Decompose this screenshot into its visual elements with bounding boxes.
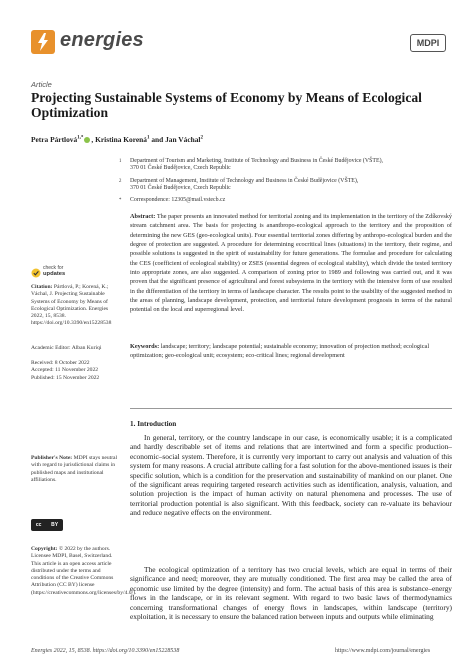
keywords-label: Keywords: xyxy=(130,343,160,350)
affiliation-line: 370 01 České Budějovice, Czech Republic xyxy=(130,185,231,192)
cc-by-license-badge[interactable] xyxy=(31,519,63,531)
orcid-icon[interactable] xyxy=(84,137,90,143)
author-superscript: 1 xyxy=(146,135,150,141)
author-name[interactable]: Jan Váchal xyxy=(165,135,201,144)
affiliation-number: 2 xyxy=(119,179,122,184)
affiliation-number: 1 xyxy=(119,159,122,164)
abstract-text: The paper presents an innovated method for territorial zoning and its implementation in the territory of the Zdíkovský stream catchment area. The basis for projecting is anantbropo-ecological approach to the territory and the proposition of determining the new GES (geo-ecological units). Four essential territorial zones differing by anthropo-ecological burden and the degree of protection are suggested. A procedure for determining ecocritical lines (situations) in the territory, their regime, and possible solutions is suggested in the spirit of sustainability for future generations. The formulae and procedure for calculating the CES (coefficient of ecological stability) or ZSES (essential degrees of ecological stability), which divide the tested territory into appropriate zones, are also suggested. A comparison of zoning prior to 1989 and following was carried out, and it was proven that the significant presence of agricultural and forest subsystems in the territory with the intensive form of use resulted in the differentiation of the territory in terms of landscape character. The results point to the usability of the suggested method in the areas of planning, landscape development, protection, and territorial future development prognosis in terms of the natural potential on the local and superregional level. xyxy=(130,213,453,314)
copyright-label: Copyright: xyxy=(31,546,58,552)
intro-paragraph-2: The ecological optimization of a territory has two crucial levels, which are equal in terms of their significance and need; moreover, they are mutually conditioned. The first area may be called the area of economic use limited by the degree (intensity) and form. The actual basis of this area is substance–energy flows in the landscape, or in its relevant segment. With regard to two basic laws of thermodynamics concerning transformational changes of energy flows in landscapes, within landscape (territory) exploitation, it is necessary to ensure the balanced ration between inputs and outputs while eliminating xyxy=(130,565,452,622)
citation-text[interactable]: Pártlová, P.; Korená, K.; Váchal, J. Projecting Sustainable Systems of Economy by Means of Ecological Optimization. Energies 2022, 15, 8538. https://doi.org/10.3390/en15228538 xyxy=(31,284,112,327)
author-name[interactable]: Petra Pártlová xyxy=(31,135,78,144)
journal-name[interactable]: energies xyxy=(60,29,144,51)
publisher-note-text: MDPI stays neutral with regard to jurisdictional claims in published maps and institutional affiliations. xyxy=(31,455,118,483)
published-date: Published: 15 November 2022 xyxy=(31,374,100,381)
author-separator: , xyxy=(91,135,94,144)
correspondence-email[interactable]: Correspondence: 12305@mail.vstecb.cz xyxy=(130,197,226,203)
publisher-note xyxy=(31,455,121,484)
academic-editor: Academic Editor: Alban Kuriqi xyxy=(31,345,102,351)
abstract-label: Abstract: xyxy=(130,213,156,220)
check-updates-line: check for xyxy=(43,265,64,271)
affiliation-line: Department of Tourism and Marketing, Institute of Technology and Business in České Budějovice (VŠTE), xyxy=(130,158,384,164)
correspondence xyxy=(119,197,460,204)
copyright-text: © 2022 by the authors. Licensee MDPI, Basel, Switzerland. This article is an open access article distributed under the terms and conditions of the Creative Commons Attribution (CC BY) license (https://creativecommons.org/licenses/by/4.0/). xyxy=(31,546,137,596)
affiliation-number: * xyxy=(119,198,122,203)
section-divider xyxy=(130,408,452,409)
accepted-date: Accepted: 11 November 2022 xyxy=(31,367,99,374)
by-icon: BY xyxy=(51,522,59,528)
section-heading: 1. Introduction xyxy=(130,420,177,428)
author-separator: and xyxy=(151,135,164,144)
footer-citation[interactable]: Energies 2022, 15, 8538. https://doi.org/10.3390/en15228538 xyxy=(31,648,180,654)
intro-paragraph-1: In general, territory, or the country landscape in our case, is economically usable; it is a complicated and hardly describable set of items and relations that are intertwined and form a specific production–economic–social system. Therefore, it is currently very important to carry out analysis and valuation of this system for many reasons. A crucial attribute calling for a fast solution for the above-mentioned issues is their specific solution, which is a condition for the preservation and sustainability of mankind on our planet. One of the significant areas requiring targeted research activities such as identification, analysis, valuation, and solution projection is the impact of human activity on natural phenomena and processes. The use of territorial production potential is also significant. With this feedback, society can re-valuate its behaviour and reduce negative effects on the environment. xyxy=(130,433,452,518)
dates-block xyxy=(31,360,121,382)
affiliation-1 xyxy=(119,158,460,173)
check-for-updates-icon[interactable] xyxy=(31,266,41,278)
mdpi-logo[interactable]: MDPI xyxy=(410,34,446,52)
received-date: Received: 8 October 2022 xyxy=(31,360,90,366)
footer-journal-link[interactable]: https://www.mdpi.com/journal/energies xyxy=(335,648,431,654)
affiliation-2 xyxy=(119,178,460,193)
author-list xyxy=(31,135,451,144)
paper-title: Projecting Sustainable Systems of Economy by Means of Ecological Optimization xyxy=(31,90,422,120)
affiliation-line: Department of Management, Institute of Technology and Business in České Budějovice (VŠTE), xyxy=(130,178,359,184)
author-superscript: 1,* xyxy=(77,135,84,141)
citation-label: Citation: xyxy=(31,284,53,290)
citation-block xyxy=(31,284,121,328)
author-superscript: 2 xyxy=(200,135,203,141)
publisher-note-label: Publisher's Note: xyxy=(31,455,73,461)
check-for-updates-button[interactable] xyxy=(43,266,65,277)
check-updates-line-bold: updates xyxy=(43,270,66,277)
article-type: Article xyxy=(31,80,52,89)
keywords xyxy=(130,342,452,361)
affiliation-line: 370 01 České Budějovice, Czech Republic xyxy=(130,165,231,172)
copyright-block xyxy=(31,546,137,597)
cc-icon: cc xyxy=(35,522,42,528)
author-name[interactable]: Kristina Korená xyxy=(95,135,147,144)
abstract xyxy=(130,212,452,315)
energies-logo-icon xyxy=(31,30,55,54)
keywords-text: landscape; territory; landscape potential; sustainable economy; innovation of projection method; ecological optimization; geo-ecological unit; ecosystem; eco-critical lines; regional development xyxy=(130,343,430,360)
